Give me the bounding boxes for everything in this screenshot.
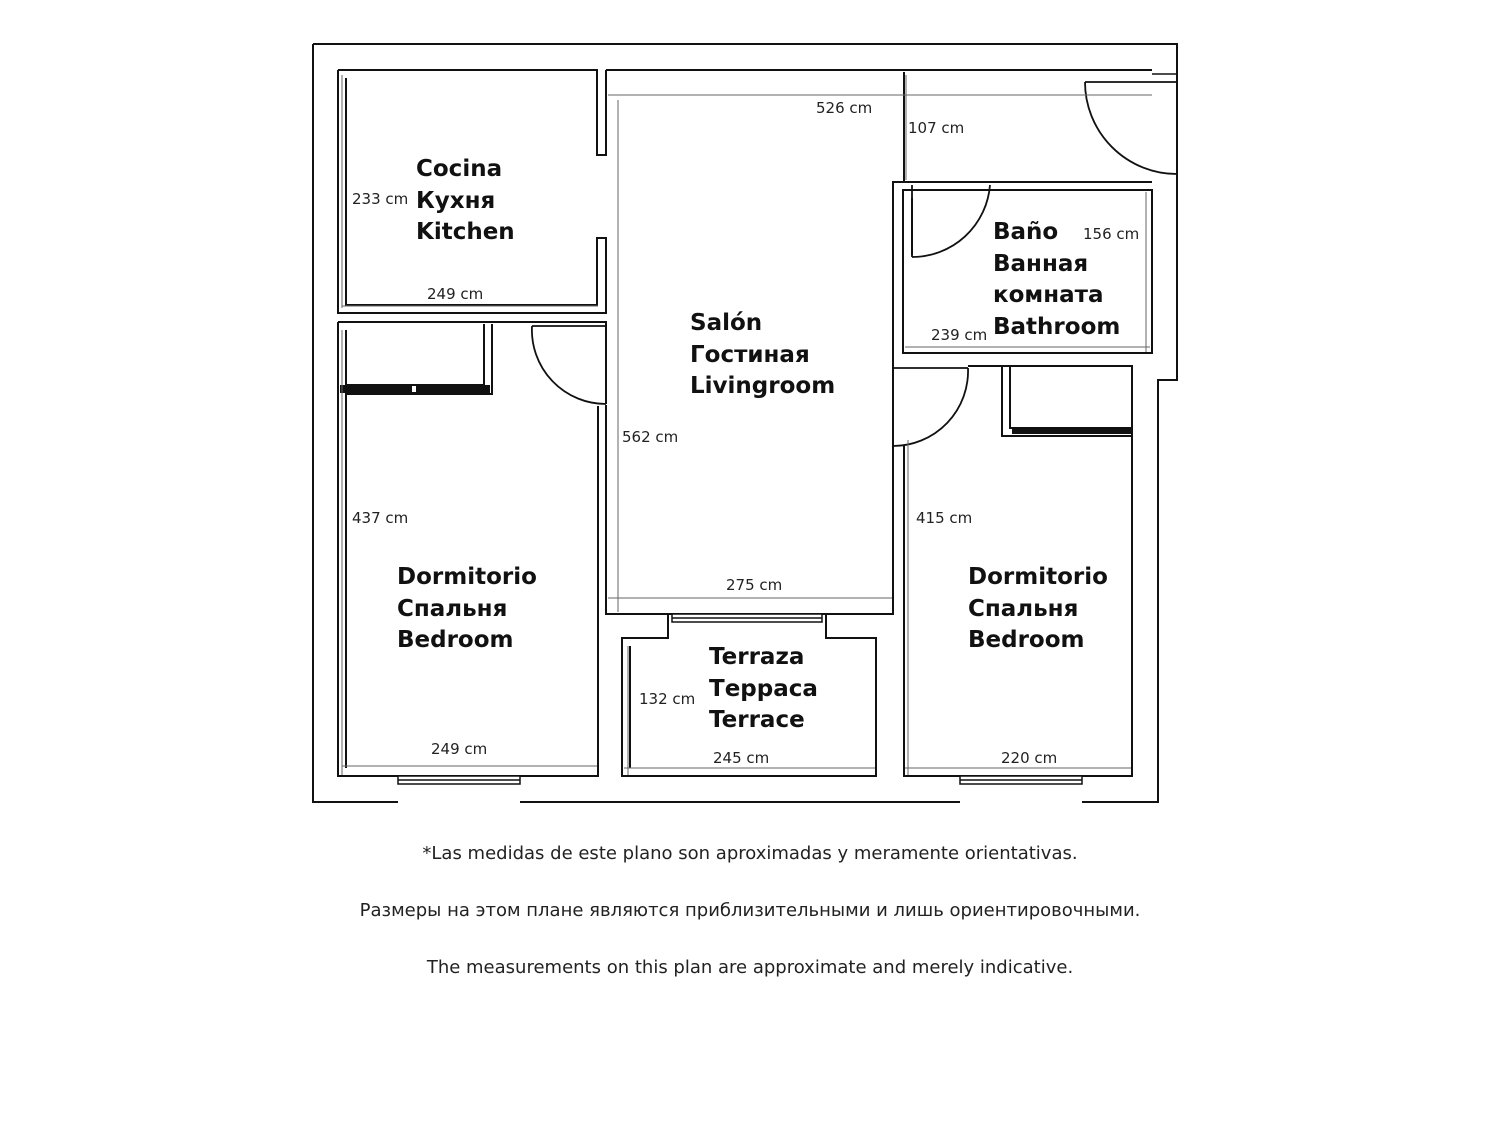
svg-text:Bedroom: Bedroom: [397, 627, 514, 653]
svg-text:Гостиная: Гостиная: [690, 342, 810, 368]
svg-text:Salón: Salón: [690, 310, 763, 336]
svg-text:Dormitorio: Dormitorio: [397, 564, 537, 590]
dim-living-width: 526 cm: [816, 99, 873, 117]
wardrobe-right-bar: [1012, 427, 1132, 434]
svg-text:Ванная: Ванная: [993, 251, 1089, 277]
svg-text:комната: комната: [993, 282, 1104, 308]
room-label-bedroom-left: [397, 564, 537, 653]
dim-kitchen-width: 249 cm: [427, 285, 484, 303]
dim-living-height: 562 cm: [622, 428, 679, 446]
dim-bed-right-width: 220 cm: [1001, 749, 1058, 767]
bedroom-left-door: [532, 326, 606, 404]
dim-bed-right-height: 415 cm: [916, 509, 973, 527]
dim-kitchen-height: 233 cm: [352, 190, 409, 208]
room-label-kitchen: [416, 156, 515, 245]
svg-text:Bathroom: Bathroom: [993, 314, 1121, 340]
svg-text:Kitchen: Kitchen: [416, 219, 515, 245]
dim-terrace-width: 245 cm: [713, 749, 770, 767]
svg-text:Dormitorio: Dormitorio: [968, 564, 1108, 590]
svg-text:Спальня: Спальня: [397, 596, 508, 622]
dim-living-bottom: 275 cm: [726, 576, 783, 594]
dim-terrace-height: 132 cm: [639, 690, 696, 708]
svg-text:Терраса: Терраса: [709, 676, 818, 702]
wardrobe-left-gap: [412, 386, 416, 392]
entrance-door: [1085, 82, 1177, 174]
disclaimer-en: The measurements on this plan are approximate and merely indicative.: [426, 957, 1074, 978]
dim-bath-width: 239 cm: [931, 326, 988, 344]
room-label-bedroom-right: [968, 564, 1108, 653]
dim-bath-height: 156 cm: [1083, 225, 1140, 243]
disclaimer-ru: Размеры на этом плане являются приблизительными и лишь ориентировочными.: [359, 900, 1141, 921]
svg-text:Bedroom: Bedroom: [968, 627, 1085, 653]
svg-text:Baño: Baño: [993, 219, 1059, 245]
svg-text:Terrace: Terrace: [709, 707, 805, 733]
bathroom-door: [912, 185, 990, 257]
room-label-terrace: [709, 644, 818, 733]
dim-hall: 107 cm: [908, 119, 965, 137]
disclaimer-es: *Las medidas de este plano son aproximadas y meramente orientativas.: [422, 843, 1078, 864]
living-walls: [606, 70, 1152, 614]
svg-text:Terraza: Terraza: [709, 644, 805, 670]
svg-text:Cocina: Cocina: [416, 156, 503, 182]
dim-bed-left-width: 249 cm: [431, 740, 488, 758]
svg-text:Спальня: Спальня: [968, 596, 1079, 622]
dim-bed-left-height: 437 cm: [352, 509, 409, 527]
svg-text:Кухня: Кухня: [416, 188, 496, 214]
bedroom-right-door: [893, 368, 968, 446]
room-label-living: [690, 310, 835, 399]
svg-text:Livingroom: Livingroom: [690, 373, 836, 399]
